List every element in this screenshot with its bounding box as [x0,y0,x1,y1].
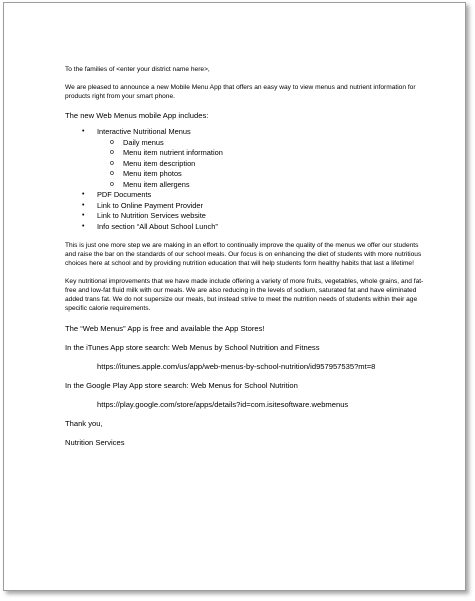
intro-paragraph: We are pleased to announce a new Mobile Menu App that offers an easy way to view menus and nutrient information for products right from your smart phone. [65,84,416,100]
free-app-line: The “Web Menus” App is free and available the App Stores! [65,324,265,333]
feature-label: PDF Documents [97,190,152,199]
list-item [65,190,425,201]
bullet-icon: • [82,201,85,209]
bullet-icon: • [82,212,85,219]
document-page [3,2,466,591]
includes-heading: The new Web Menus mobile App includes: [65,111,209,120]
list-item [65,211,425,222]
improvement-paragraph: This is just one more step we are making in an effort to continually improve the quality of the menus we offer our students and raise the bar on the standards of our school meals. Our focus is on enhancing the diet of students with more nutritious choices here at school and by providing nutrition education that will help students form healthy habits that last a lifetime! [65,242,422,267]
sub-list-item [65,159,425,170]
sub-list-item [65,169,425,180]
circle-bullet-icon: o [110,170,114,177]
circle-bullet-icon: o [110,159,114,167]
salutation: To the families of <enter your district name here>, [65,66,210,73]
nutrition-paragraph: Key nutritional improvements that we have made include offering a variety of more fruits, vegetables, whole grains, and fat-free and low-fat fluid milk with our meals. We are also reducing in the levels of sodium, saturated fat and have eliminated added trans fat. We do not supersize our meals, but instead strive to meet the nutrition needs of students within their age specific calorie requirements. [65,278,424,312]
bullet-icon: • [82,222,85,230]
itunes-search-line: In the iTunes App store search: Web Menus by School Nutrition and Fitness [65,343,320,352]
list-item [65,222,425,233]
itunes-url[interactable]: https://itunes.apple.com/us/app/web-menus-by-school-nutrition/id957957535?mt=8 [97,362,376,371]
circle-bullet-icon: o [110,180,114,188]
bullet-icon: • [82,191,85,198]
sub-list-item [65,138,425,149]
list-item [65,127,425,138]
sub-feature-label: Menu item nutrient information [123,148,223,157]
feature-label: Info section “All About School Lunch” [97,221,218,231]
circle-bullet-icon: o [110,138,114,146]
sub-feature-label: Menu item description [123,158,196,168]
letter-body [65,65,425,448]
feature-label: Link to Nutrition Services website [97,211,206,220]
list-item [65,201,425,212]
signature: Nutrition Services [65,438,125,447]
sub-list-item [65,180,425,191]
sub-feature-label: Menu item allergens [123,179,190,189]
google-search-line: In the Google Play App store search: Web Menus for School Nutrition [65,381,298,390]
google-url[interactable]: https://play.google.com/store/apps/details?id=com.isitesoftware.webmenus [97,400,349,409]
sub-list-item [65,148,425,159]
closing: Thank you, [65,419,103,428]
bullet-icon: • [82,128,85,135]
feature-list [65,127,425,232]
sub-feature-label: Menu item photos [123,169,182,178]
feature-label: Link to Online Payment Provider [97,200,203,210]
feature-label: Interactive Nutritional Menus [97,127,191,136]
circle-bullet-icon: o [110,149,114,156]
sub-feature-label: Daily menus [123,137,164,147]
